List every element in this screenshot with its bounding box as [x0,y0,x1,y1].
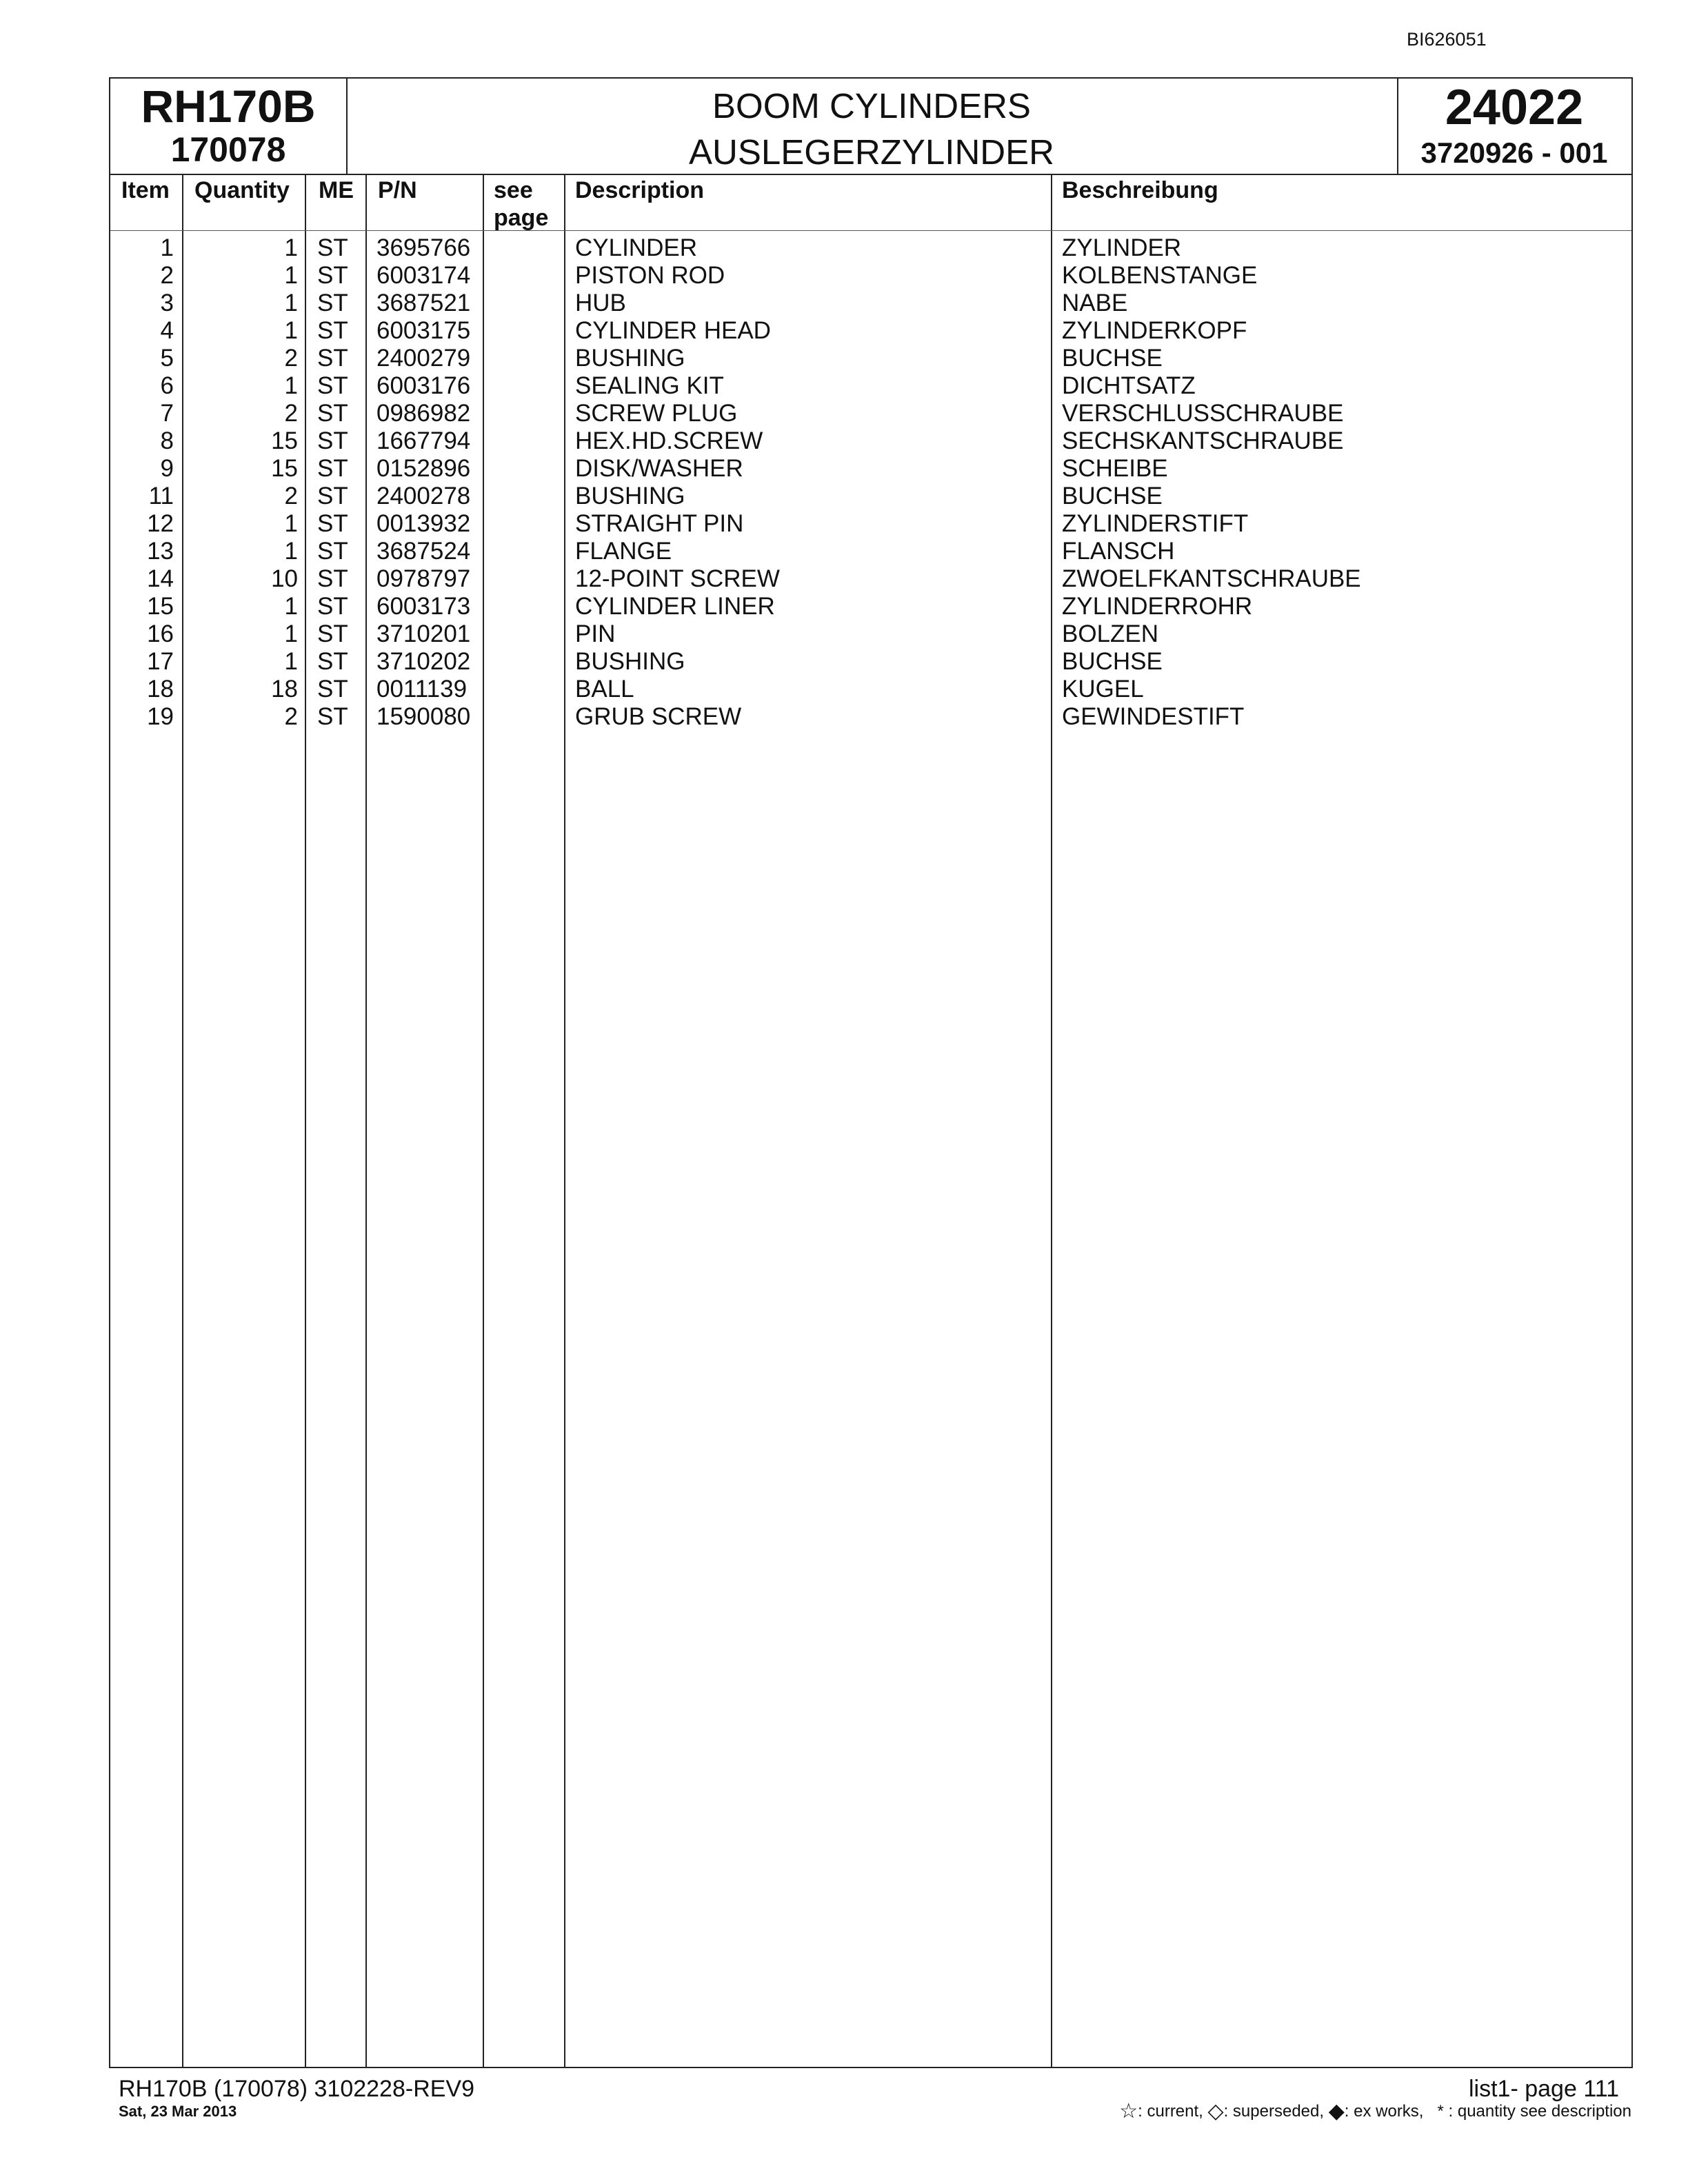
header-see-page [494,176,548,232]
header-beschreibung: Beschreibung [1062,177,1218,203]
document-id: BI626051 [1407,29,1487,50]
cell-me: ST [317,262,348,289]
cell-part-number: 0011139 [376,676,468,702]
cell-me: ST [317,234,348,261]
group-block [1397,79,1631,174]
table-row [110,565,1631,593]
cell-part-number: 0152896 [376,455,471,482]
cell-item: 14 [147,565,174,592]
cell-item: 19 [147,703,174,730]
cell-part-number: 0013932 [376,510,471,537]
cell-quantity: 1 [284,620,298,647]
cell-description: HEX.HD.SCREW [575,427,763,454]
table-row [110,234,1631,262]
cell-beschreibung: SCHEIBE [1062,455,1168,482]
cell-me: ST [317,345,348,372]
cell-me: ST [317,620,348,647]
cell-part-number: 3710202 [376,648,471,675]
cell-part-number: 3687521 [376,290,471,316]
cell-quantity: 15 [271,427,298,454]
legend-ex-works: : ex works, [1344,2102,1424,2121]
table-row [110,400,1631,427]
cell-quantity: 1 [284,262,298,289]
cell-quantity: 1 [284,317,298,344]
cell-part-number: 0986982 [376,400,471,427]
cell-me: ST [317,538,348,565]
cell-beschreibung: NABE [1062,290,1128,316]
cell-beschreibung: BUCHSE [1062,345,1163,372]
cell-description: CYLINDER HEAD [575,317,771,344]
cell-quantity: 2 [284,345,298,372]
cell-me: ST [317,317,348,344]
cell-item: 15 [147,593,174,620]
header-page: page [494,205,549,231]
cell-item: 1 [160,234,174,261]
cell-me: ST [317,676,348,702]
table-row [110,620,1631,648]
cell-item: 16 [147,620,174,647]
star-outline-icon: ☆ [1119,2100,1138,2123]
cell-part-number: 6003175 [376,317,471,344]
cell-quantity: 1 [284,648,298,675]
cell-description: BALL [575,676,634,702]
cell-item: 2 [160,262,174,289]
cell-quantity: 18 [271,676,298,702]
cell-me: ST [317,427,348,454]
cell-description: FLANGE [575,538,672,565]
parts-list-frame [109,77,1633,2068]
cell-description: CYLINDER LINER [575,593,775,620]
cell-beschreibung: BOLZEN [1062,620,1159,647]
cell-quantity: 10 [271,565,298,592]
table-row [110,703,1631,731]
cell-beschreibung: ZYLINDER [1062,234,1182,261]
cell-quantity: 15 [271,455,298,482]
cell-quantity: 1 [284,593,298,620]
cell-description: PIN [575,620,616,647]
header-item: Item [121,177,170,203]
cell-me: ST [317,648,348,675]
cell-item: 9 [160,455,174,482]
table-row [110,427,1631,455]
diamond-filled-icon: ◆ [1328,2100,1345,2123]
cell-item: 4 [160,317,174,344]
cell-beschreibung: ZWOELFKANTSCHRAUBE [1062,565,1361,592]
cell-beschreibung: KUGEL [1062,676,1144,702]
cell-part-number: 2400278 [376,483,471,509]
cell-me: ST [317,483,348,509]
cell-item: 13 [147,538,174,565]
cell-beschreibung: BUCHSE [1062,648,1163,675]
footer-date: Sat, 23 Mar 2013 [119,2103,237,2120]
cell-part-number: 1590080 [376,703,471,730]
cell-description: BUSHING [575,345,685,372]
table-header [110,174,1631,231]
cell-item: 5 [160,345,174,372]
cell-description: SEALING KIT [575,372,724,399]
cell-description: PISTON ROD [575,262,725,289]
table-row [110,317,1631,345]
page-title: BOOM CYLINDERS [712,86,1031,125]
cell-beschreibung: ZYLINDERSTIFT [1062,510,1249,537]
cell-item: 6 [160,372,174,399]
cell-item: 11 [148,483,174,509]
cell-description: GRUB SCREW [575,703,742,730]
header-pn: P/N [378,177,417,203]
cell-part-number: 3710201 [376,620,471,647]
table-row [110,290,1631,317]
cell-description: CYLINDER [575,234,697,261]
cell-description: HUB [575,290,626,316]
cell-description: STRAIGHT PIN [575,510,744,537]
cell-part-number: 3687524 [376,538,471,565]
title-block [110,79,1631,175]
cell-part-number: 3695766 [376,234,471,261]
cell-beschreibung: ZYLINDERROHR [1062,593,1253,620]
header-quantity: Quantity [194,177,290,203]
cell-description: DISK/WASHER [575,455,743,482]
cell-beschreibung: GEWINDESTIFT [1062,703,1245,730]
cell-me: ST [317,593,348,620]
legend-current: : current, [1138,2102,1203,2121]
table-row [110,262,1631,290]
legend-quantity: * : quantity see description [1437,2102,1631,2121]
cell-part-number: 1667794 [376,427,471,454]
footer-doc-ref: RH170B (170078) 3102228-REV9 [119,2076,475,2102]
table-row [110,455,1631,483]
cell-beschreibung: VERSCHLUSSCHRAUBE [1062,400,1344,427]
cell-item: 8 [160,427,174,454]
header-description: Description [575,177,705,203]
table-row [110,593,1631,620]
serial-number: 170078 [170,130,286,169]
cell-quantity: 1 [284,372,298,399]
cell-beschreibung: ZYLINDERKOPF [1062,317,1247,344]
cell-me: ST [317,372,348,399]
cell-description: BUSHING [575,648,685,675]
legend-superseded: : superseded, [1223,2102,1325,2121]
cell-beschreibung: FLANSCH [1062,538,1175,565]
group-number: 24022 [1445,80,1584,135]
cell-part-number: 6003173 [376,593,471,620]
cell-me: ST [317,565,348,592]
cell-item: 3 [160,290,174,316]
cell-beschreibung: KOLBENSTANGE [1062,262,1258,289]
cell-part-number: 6003176 [376,372,471,399]
table-row [110,483,1631,510]
cell-beschreibung: SECHSKANTSCHRAUBE [1062,427,1344,454]
cell-me: ST [317,510,348,537]
cell-me: ST [317,400,348,427]
cell-item: 12 [147,510,174,537]
table-row [110,372,1631,400]
table-row [110,510,1631,538]
cell-item: 7 [160,400,174,427]
cell-quantity: 1 [284,290,298,316]
table-row [110,676,1631,703]
cell-quantity: 2 [284,400,298,427]
cell-quantity: 1 [284,510,298,537]
table-row [110,345,1631,372]
cell-part-number: 2400279 [376,345,471,372]
cell-beschreibung: DICHTSATZ [1062,372,1196,399]
cell-description: BUSHING [575,483,685,509]
title-center [346,79,1398,174]
cell-me: ST [317,455,348,482]
cell-part-number: 6003174 [376,262,471,289]
diamond-outline-icon: ◇ [1207,2100,1224,2123]
cell-item: 17 [147,648,174,675]
cell-beschreibung: BUCHSE [1062,483,1163,509]
cell-quantity: 2 [284,483,298,509]
cell-part-number: 0978797 [376,565,471,592]
cell-me: ST [317,290,348,316]
cell-quantity: 1 [284,234,298,261]
model-block [110,79,348,174]
header-see: see [494,177,533,203]
cell-me: ST [317,703,348,730]
reference-number: 3720926 - 001 [1420,136,1608,169]
header-me: ME [319,177,354,203]
cell-description: SCREW PLUG [575,400,738,427]
cell-quantity: 1 [284,538,298,565]
table-row [110,648,1631,676]
cell-item: 18 [147,676,174,702]
cell-quantity: 2 [284,703,298,730]
footer-page-number: list1- page 111 [1469,2076,1619,2102]
cell-description: 12-POINT SCREW [575,565,780,592]
footer-legend [1119,2101,1631,2122]
table-row [110,538,1631,565]
model-name: RH170B [141,81,316,132]
page-subtitle: AUSLEGERZYLINDER [689,132,1054,172]
